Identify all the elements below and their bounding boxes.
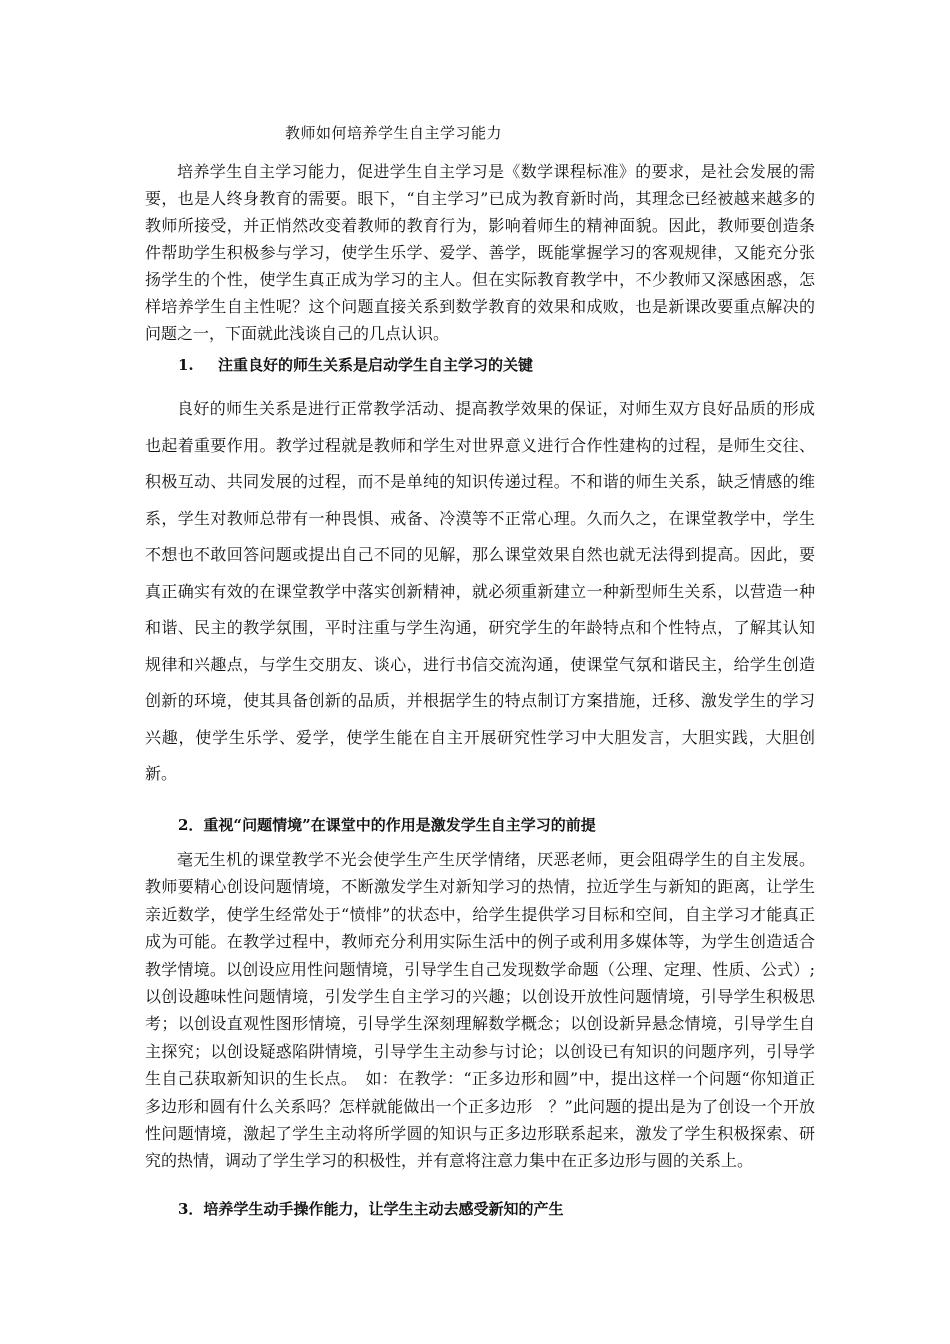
- section-1-heading-text: 注重良好的师生关系是启动学生自主学习的关键: [218, 356, 534, 374]
- section-1-heading: [178, 354, 533, 376]
- section-1-number: 1.: [178, 356, 194, 374]
- section-3-heading: 3．培养学生动手操作能力，让学生主动去感受新知的产生: [178, 1200, 564, 1218]
- section-2-heading: 2．重视“问题情境”在课堂中的作用是激发学生自主学习的前提: [178, 816, 596, 834]
- section-1-paragraph: 良好的师生关系是进行正常教学活动、提高教学效果的保证，对师生双方良好品质的形成也起着重要作用。教学过程就是教师和学生对世界意义进行合作性建构的过程，是师生交往、积极互动、共同发展的过程，而不是单纯的知识传递过程。不和谐的师生关系，缺乏情感的维系，学生对教师总带有一种畏惧、戒备、冷漠等不正常心理。久而久之，在课堂教学中，学生不想也不敢回答问题或提出自己不同的见解，那么课堂效果自然也就无法得到提高。因此，要真正确实有效的在课堂教学中落实创新精神，就必须重新建立一种新型师生关系，以营造一种和谐、民主的教学氛围，平时注重与学生沟通，研究学生的年龄特点和个性特点，了解其认知规律和兴趣点，与学生交朋友、谈心，进行书信交流沟通，使课堂气氛和谐民主，给学生创造创新的环境，使其具备创新的品质，并根据学生的特点制订方案措施，迁移、激发学生的学习兴趣，使学生乐学、爱学，使学生能在自主开展研究性学习中大胆发言，大胆实践，大胆创新。: [145, 399, 815, 783]
- section-2-paragraph: 毫无生机的课堂教学不光会使学生产生厌学情绪，厌恶老师，更会阻碍学生的自主发展。教师要精心创设问题情境，不断激发学生对新知学习的热情，拉近学生与新知的距离，让学生亲近数学，使学生经常处于“愤悱”的状态中，给学生提供学习目标和空间，自主学习才能真正成为可能。在教学过程中，教师充分利用实际生活中的例子或利用多媒体等，为学生创造适合教学情境。以创设应用性问题情境，引导学生自己发现数学命题（公理、定理、性质、公式）;以创设趣味性问题情境，引发学生自主学习的兴趣；以创设开放性问题情境，引导学生积极思考；以创设直观性图形情境，引导学生深刻理解数学概念；以创设新异悬念情境，引导学生自主探究；以创设疑惑陷阱情境，引导学生主动参与讨论；以创设已有知识的问题序列，引导学生自己获取新知识的生长点。 如：在教学：“正多边形和圆”中，提出这样一个问题“你知道正多边形和圆有什么关系吗？怎样就能做出一个正多边形 ？”此问题的提出是为了创设一个开放性问题情境，激起了学生主动将所学圆的知识与正多边形联系起来，激发了学生积极探索、研究的热情，调动了学生学习的积极性，并有意将注意力集中在正多边形与圆的关系上。: [145, 850, 815, 1171]
- document-title: 教师如何培养学生自主学习能力: [285, 124, 503, 142]
- intro-paragraph: 培养学生自主学习能力，促进学生自主学习是《数学课程标准》的要求，是社会发展的需要，也是人终身教育的需要。眼下，“自主学习”已成为教育新时尚，其理念已经被越来越多的教师所接受，并正悄然改变着教师的教育行为，影响着师生的精神面貌。因此，教师要创造条件帮助学生积极参与学习，使学生乐学、爱学、善学，既能掌握学习的客观规律，又能充分张扬学生的个性，使学生真正成为学习的主人。但在实际教育教学中，不少教师又深感困惑，怎样培养学生自主性呢？这个问题直接关系到数学教育的效果和成败，也是新课改要重点解决的问题之一，下面就此浅谈自己的几点认识。: [145, 162, 815, 343]
